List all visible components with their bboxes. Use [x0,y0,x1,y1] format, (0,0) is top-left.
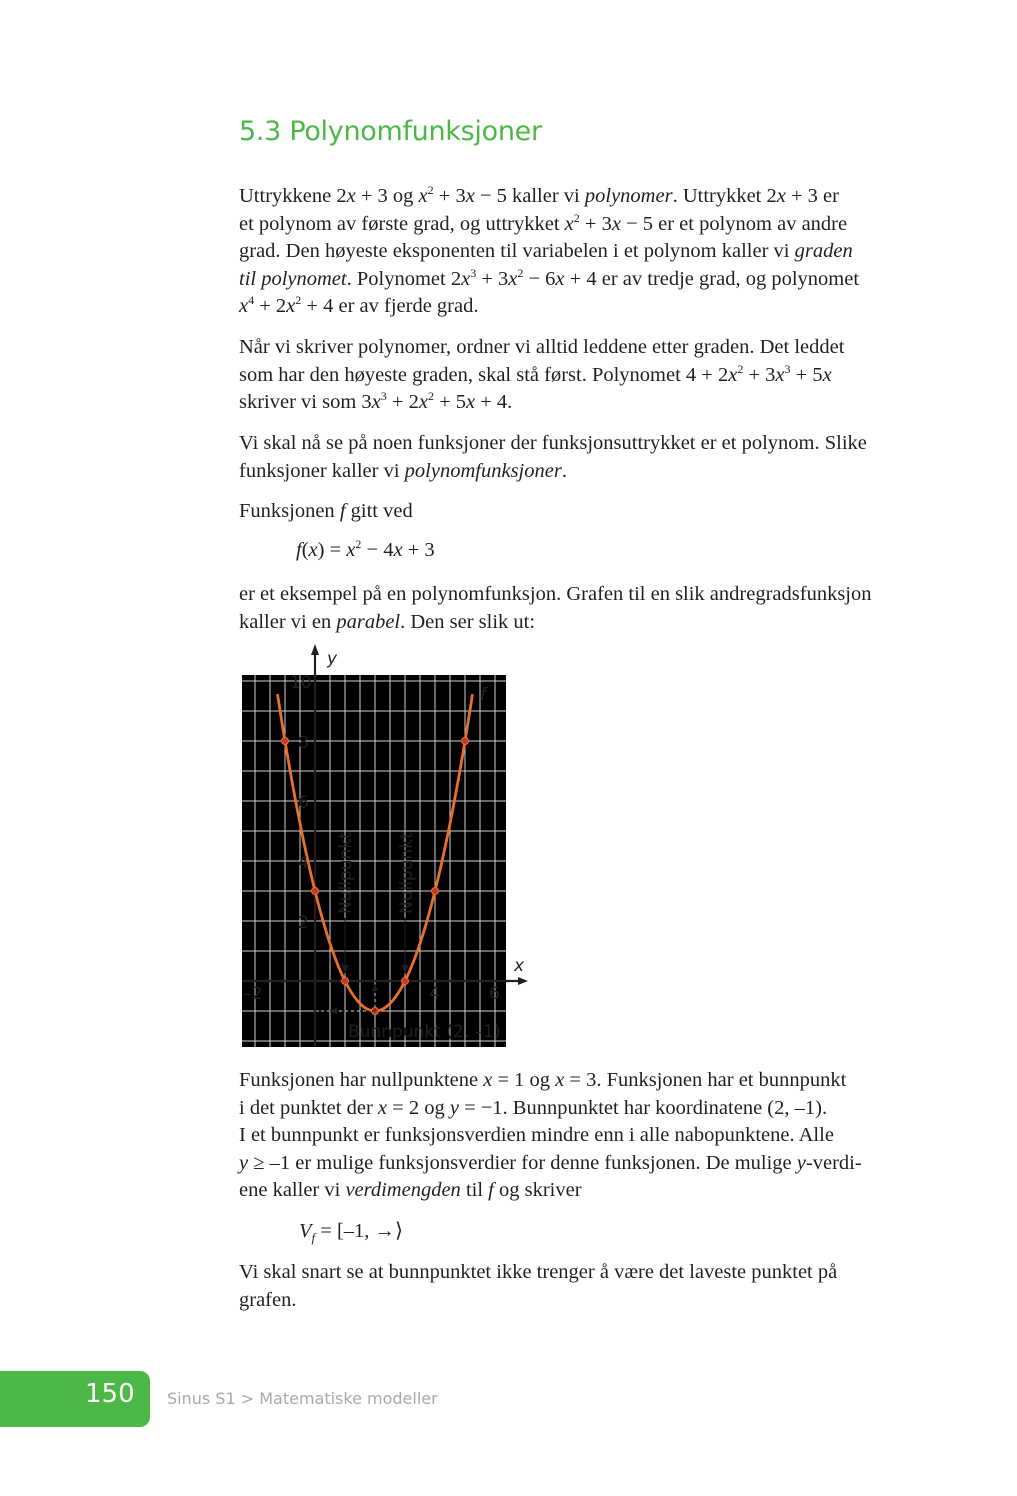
zero-label-1: Nullpunkt [336,832,356,914]
zero-label-2: Nullpunkt [397,832,417,914]
y-axis-label: y [327,649,338,669]
x-tick-minus2: –2 [243,984,263,1004]
y-tick-10: 10 [290,673,312,693]
parabola-graph [238,640,538,1055]
y-tick-4: 4 [298,853,309,873]
y-tick-8: 8 [298,733,309,753]
formula-range: $V_f = [-1$, →⟩ [299,1220,404,1245]
paragraph-ordering: Når vi skriver polynomer, ordner vi alltid leddene etter graden. Det leddet som har den høyeste graden, skal stå først. Polynomet $4 + 2x^2 + 3x^3 + 5x$ skriver vi som $3x^3 + 2x^2 + 5x + 4$. [239,336,845,413]
y-tick-6: 6 [298,793,309,813]
x-axis-label: x [514,956,525,976]
paragraph-polynomial-functions: Vi skal nå se på noen funksjoner der funksjonsuttrykket er et polynom. Slike funksjoner kaller vi polynomfunksjoner. [239,432,867,482]
x-tick-6: 6 [489,984,500,1004]
formula-function-definition: $f(x) = x^2 - 4x + 3$ [296,537,435,561]
curve-point [402,978,409,985]
x-tick-4: 4 [429,984,440,1004]
curve-point [432,888,439,895]
paragraph-zeros-minimum: Funksjonen har nullpunktene x = 1 og x = 3. Funksjonen har et bunnpunkt i det punktet der x = 2 og y = −1. Bunnpunktet har koordinatene (2, –1). I et bunnpunkt er funksjonsverdien mindre enn i alle nabopunktene. Alle y ≥ –1 er mulige funksjonsverdier for denne funksjonen. De mulige y-verdi- ene kaller vi verdimengden til f og skriver [239,1069,862,1201]
breadcrumb: Sinus S1 > Matematiske modeller [167,1389,438,1408]
paragraph-polynomials: Uttrykkene 2x + 3 og $x^2 + 3x - 5$ kaller vi polynomer. Uttrykket 2x + 3 er et polynom av første grad, og uttrykket $x^2 + 3x - 5$ er et polynom av andre grad. Den høyeste eksponenten til variabelen i et polynom kaller vi graden til polynomet. Polynomet $2x^3 + 3x^2 - 6x + 4$ er av tredje grad, og polynomet $x^4 + 2x^2 + 4$ er av fjerde grad. [239,183,860,317]
curve-point [282,738,289,745]
curve-point [312,888,319,895]
paragraph-parabola: er et eksempel på en polynomfunksjon. Grafen til en slik andregradsfunksjon kaller vi en parabel. Den ser slik ut: [239,583,872,633]
x-axis-arrow [518,977,528,985]
curve-point [462,738,469,745]
y-axis-arrow [311,644,319,655]
paragraph-closing: Vi skal snart se at bunnpunktet ikke trenger å være det laveste punktet på grafen. [239,1261,838,1311]
paragraph-function-intro: Funksjonen f gitt ved [239,500,413,522]
y-tick-2: 2 [298,913,309,933]
minimum-label: Bunnpunkt (2, –1) [348,1022,501,1042]
page-number: 150 [85,1379,135,1409]
curve-label-f: f [480,685,486,705]
curve-point [342,978,349,985]
section-title: 5.3 Polynomfunksjoner [239,116,542,147]
